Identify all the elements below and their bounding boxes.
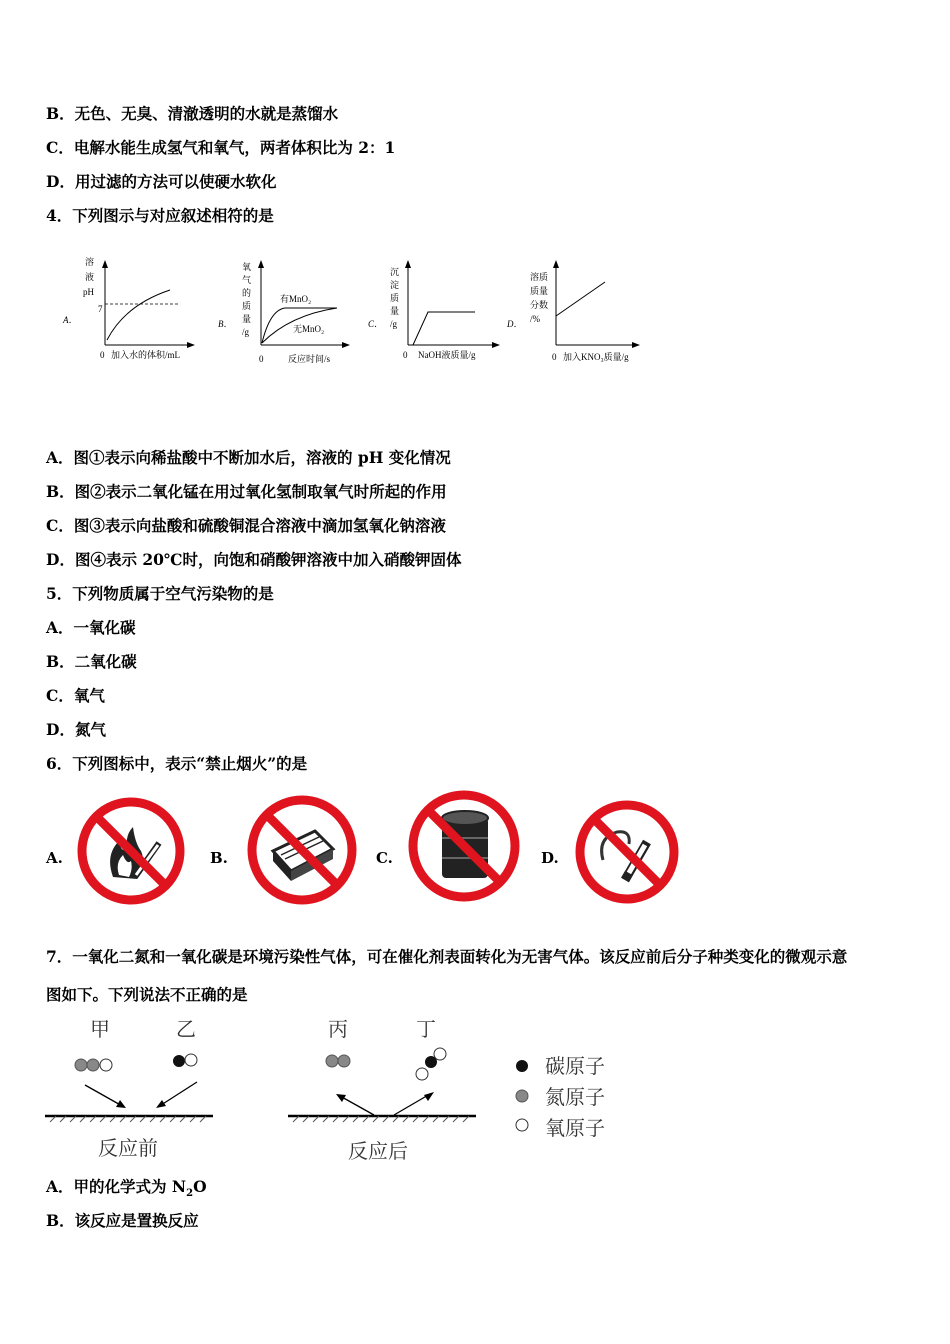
- graph-c-xlabel: NaOH液质量/g: [418, 350, 476, 360]
- graph-b-ylabel-4: 质: [242, 301, 252, 311]
- graph-c-ylabel-1: 沉: [390, 267, 400, 277]
- molecule-ding: [416, 1048, 446, 1080]
- graph-d-ylabel-4: /%: [530, 314, 540, 324]
- legend-nitrogen-dot: [516, 1090, 528, 1102]
- graph-a-letter: A．: [63, 315, 78, 325]
- label-yi: 乙: [176, 1017, 196, 1041]
- q5-option-c: C．氧气: [46, 686, 105, 705]
- q4-option-c: C．图③表示向盐酸和硫酸铜混合溶液中滴加氢氧化钠溶液: [46, 516, 446, 535]
- q4-graphs: [55, 250, 665, 375]
- q5-option-d: D．氮气: [46, 720, 106, 739]
- graph-d-ylabel-2: 质量: [530, 286, 549, 296]
- graph-b-origin: 0: [259, 354, 264, 364]
- graph-d: [506, 260, 640, 362]
- q4-stem: 4．下列图示与对应叙述相符的是: [46, 206, 274, 225]
- no-flammable-barrel-icon: [406, 788, 522, 904]
- q7-reaction-diagram: [40, 1012, 620, 1167]
- sign-d-letter: D.: [541, 849, 559, 867]
- label-after: 反应后: [348, 1139, 408, 1163]
- graph-b-ylabel-3: 的: [242, 288, 252, 298]
- q5-option-b: B．二氧化碳: [46, 652, 137, 671]
- molecule-bing: [326, 1055, 350, 1067]
- q3-option-d: D．用过滤的方法可以使硬水软化: [46, 172, 277, 191]
- sign-c-letter: C.: [376, 849, 393, 867]
- sign-b-letter: B.: [210, 849, 228, 867]
- molecule-yi: [173, 1054, 197, 1067]
- graph-b-ylabel-2: 气: [242, 275, 252, 285]
- graph-c-ylabel-4: 量: [390, 306, 400, 316]
- graph-b-xlabel: 反应时间/s: [288, 354, 331, 364]
- graph-a-curve: [107, 290, 170, 340]
- graph-a: [62, 256, 195, 360]
- graph-b-ylabel-6: /g: [242, 327, 250, 337]
- graph-a-xlabel: 加入水的体积/mL: [111, 350, 180, 360]
- label-jia: 甲: [90, 1017, 110, 1041]
- molecule-jia: [75, 1059, 112, 1071]
- q3-option-b: B．无色、无臭、清澈透明的水就是蒸馏水: [46, 104, 339, 123]
- legend-oxygen: 氧原子: [545, 1116, 605, 1140]
- legend: [516, 1054, 605, 1140]
- q7-stem-line2: 图如下。下列说法不正确的是: [46, 985, 248, 1004]
- graph-c-ylabel-5: /g: [390, 319, 398, 329]
- graph-d-letter: D．: [507, 319, 523, 329]
- label-before: 反应前: [98, 1136, 158, 1160]
- graph-d-xlabel: 加入KNO₃质量/g: [563, 352, 629, 362]
- q7-option-a: [46, 1175, 207, 1199]
- q7-option-a-subscript: 2: [186, 1188, 194, 1200]
- q7-option-a-prefix: A．甲的化学式为 N: [46, 1177, 187, 1196]
- graph-c: [368, 260, 500, 360]
- graph-d-ylabel-1: 溶质: [530, 272, 549, 282]
- graph-a-ytick-7: 7: [98, 304, 103, 314]
- label-bing: 丙: [328, 1017, 348, 1041]
- q4-option-a: A．图①表示向稀盐酸中不断加水后，溶液的 pH 变化情况: [46, 448, 451, 467]
- graph-b-ylabel-1: 氧: [242, 262, 252, 272]
- q3-option-c: C．电解水能生成氢气和氧气，两者体积比为 2：1: [46, 138, 396, 157]
- graph-d-origin: 0: [552, 352, 557, 362]
- label-ding: 丁: [416, 1017, 436, 1041]
- legend-carbon: 碳原子: [545, 1054, 605, 1078]
- graph-a-ylabel-1: 溶: [85, 257, 95, 267]
- graph-c-letter: C．: [368, 319, 384, 329]
- graph-d-curve: [556, 282, 605, 316]
- no-matches-icon: [245, 793, 359, 907]
- graph-b-letter: B．: [218, 319, 233, 329]
- graph-c-origin: 0: [403, 350, 408, 360]
- graph-b-ylabel-5: 量: [242, 314, 252, 324]
- q5-stem: 5．下列物质属于空气污染物的是: [46, 584, 274, 603]
- q4-option-d: D．图④表示 20℃时，向饱和硝酸钾溶液中加入硝酸钾固体: [46, 550, 462, 569]
- q7-stem-line1: 7．一氧化二氮和一氧化碳是环境污染性气体，可在催化剂表面转化为无害气体。该反应前后分子种类变化的微观示意: [46, 947, 848, 966]
- graph-b-lower-label: 无MnO₂: [293, 324, 325, 334]
- graph-c-ylabel-3: 质: [390, 293, 400, 303]
- graph-d-ylabel-3: 分数: [530, 300, 549, 310]
- graph-a-ylabel-3: pH: [83, 287, 94, 297]
- q5-option-a: A．一氧化碳: [46, 618, 136, 637]
- legend-carbon-dot: [516, 1060, 528, 1072]
- q7-option-a-suffix: O: [193, 1177, 207, 1196]
- graph-c-ylabel-2: 淀: [390, 280, 400, 290]
- graph-a-origin: 0: [100, 350, 105, 360]
- graph-c-curve: [413, 312, 475, 345]
- legend-oxygen-dot: [516, 1119, 528, 1131]
- legend-nitrogen: 氮原子: [545, 1085, 605, 1109]
- graph-b: [218, 260, 350, 364]
- sign-a-letter: A.: [46, 849, 63, 867]
- graph-a-ylabel-2: 液: [85, 272, 95, 282]
- no-smoking-icon: [573, 798, 681, 906]
- no-fire-no-smoking-icon: [75, 795, 187, 907]
- q7-option-b: B．该反应是置换反应: [46, 1211, 199, 1230]
- graph-b-upper-label: 有MnO₂: [280, 294, 312, 304]
- q6-stem: 6．下列图标中，表示“禁止烟火”的是: [46, 754, 308, 773]
- q4-option-b: B．图②表示二氧化锰在用过氧化氢制取氧气时所起的作用: [46, 482, 447, 501]
